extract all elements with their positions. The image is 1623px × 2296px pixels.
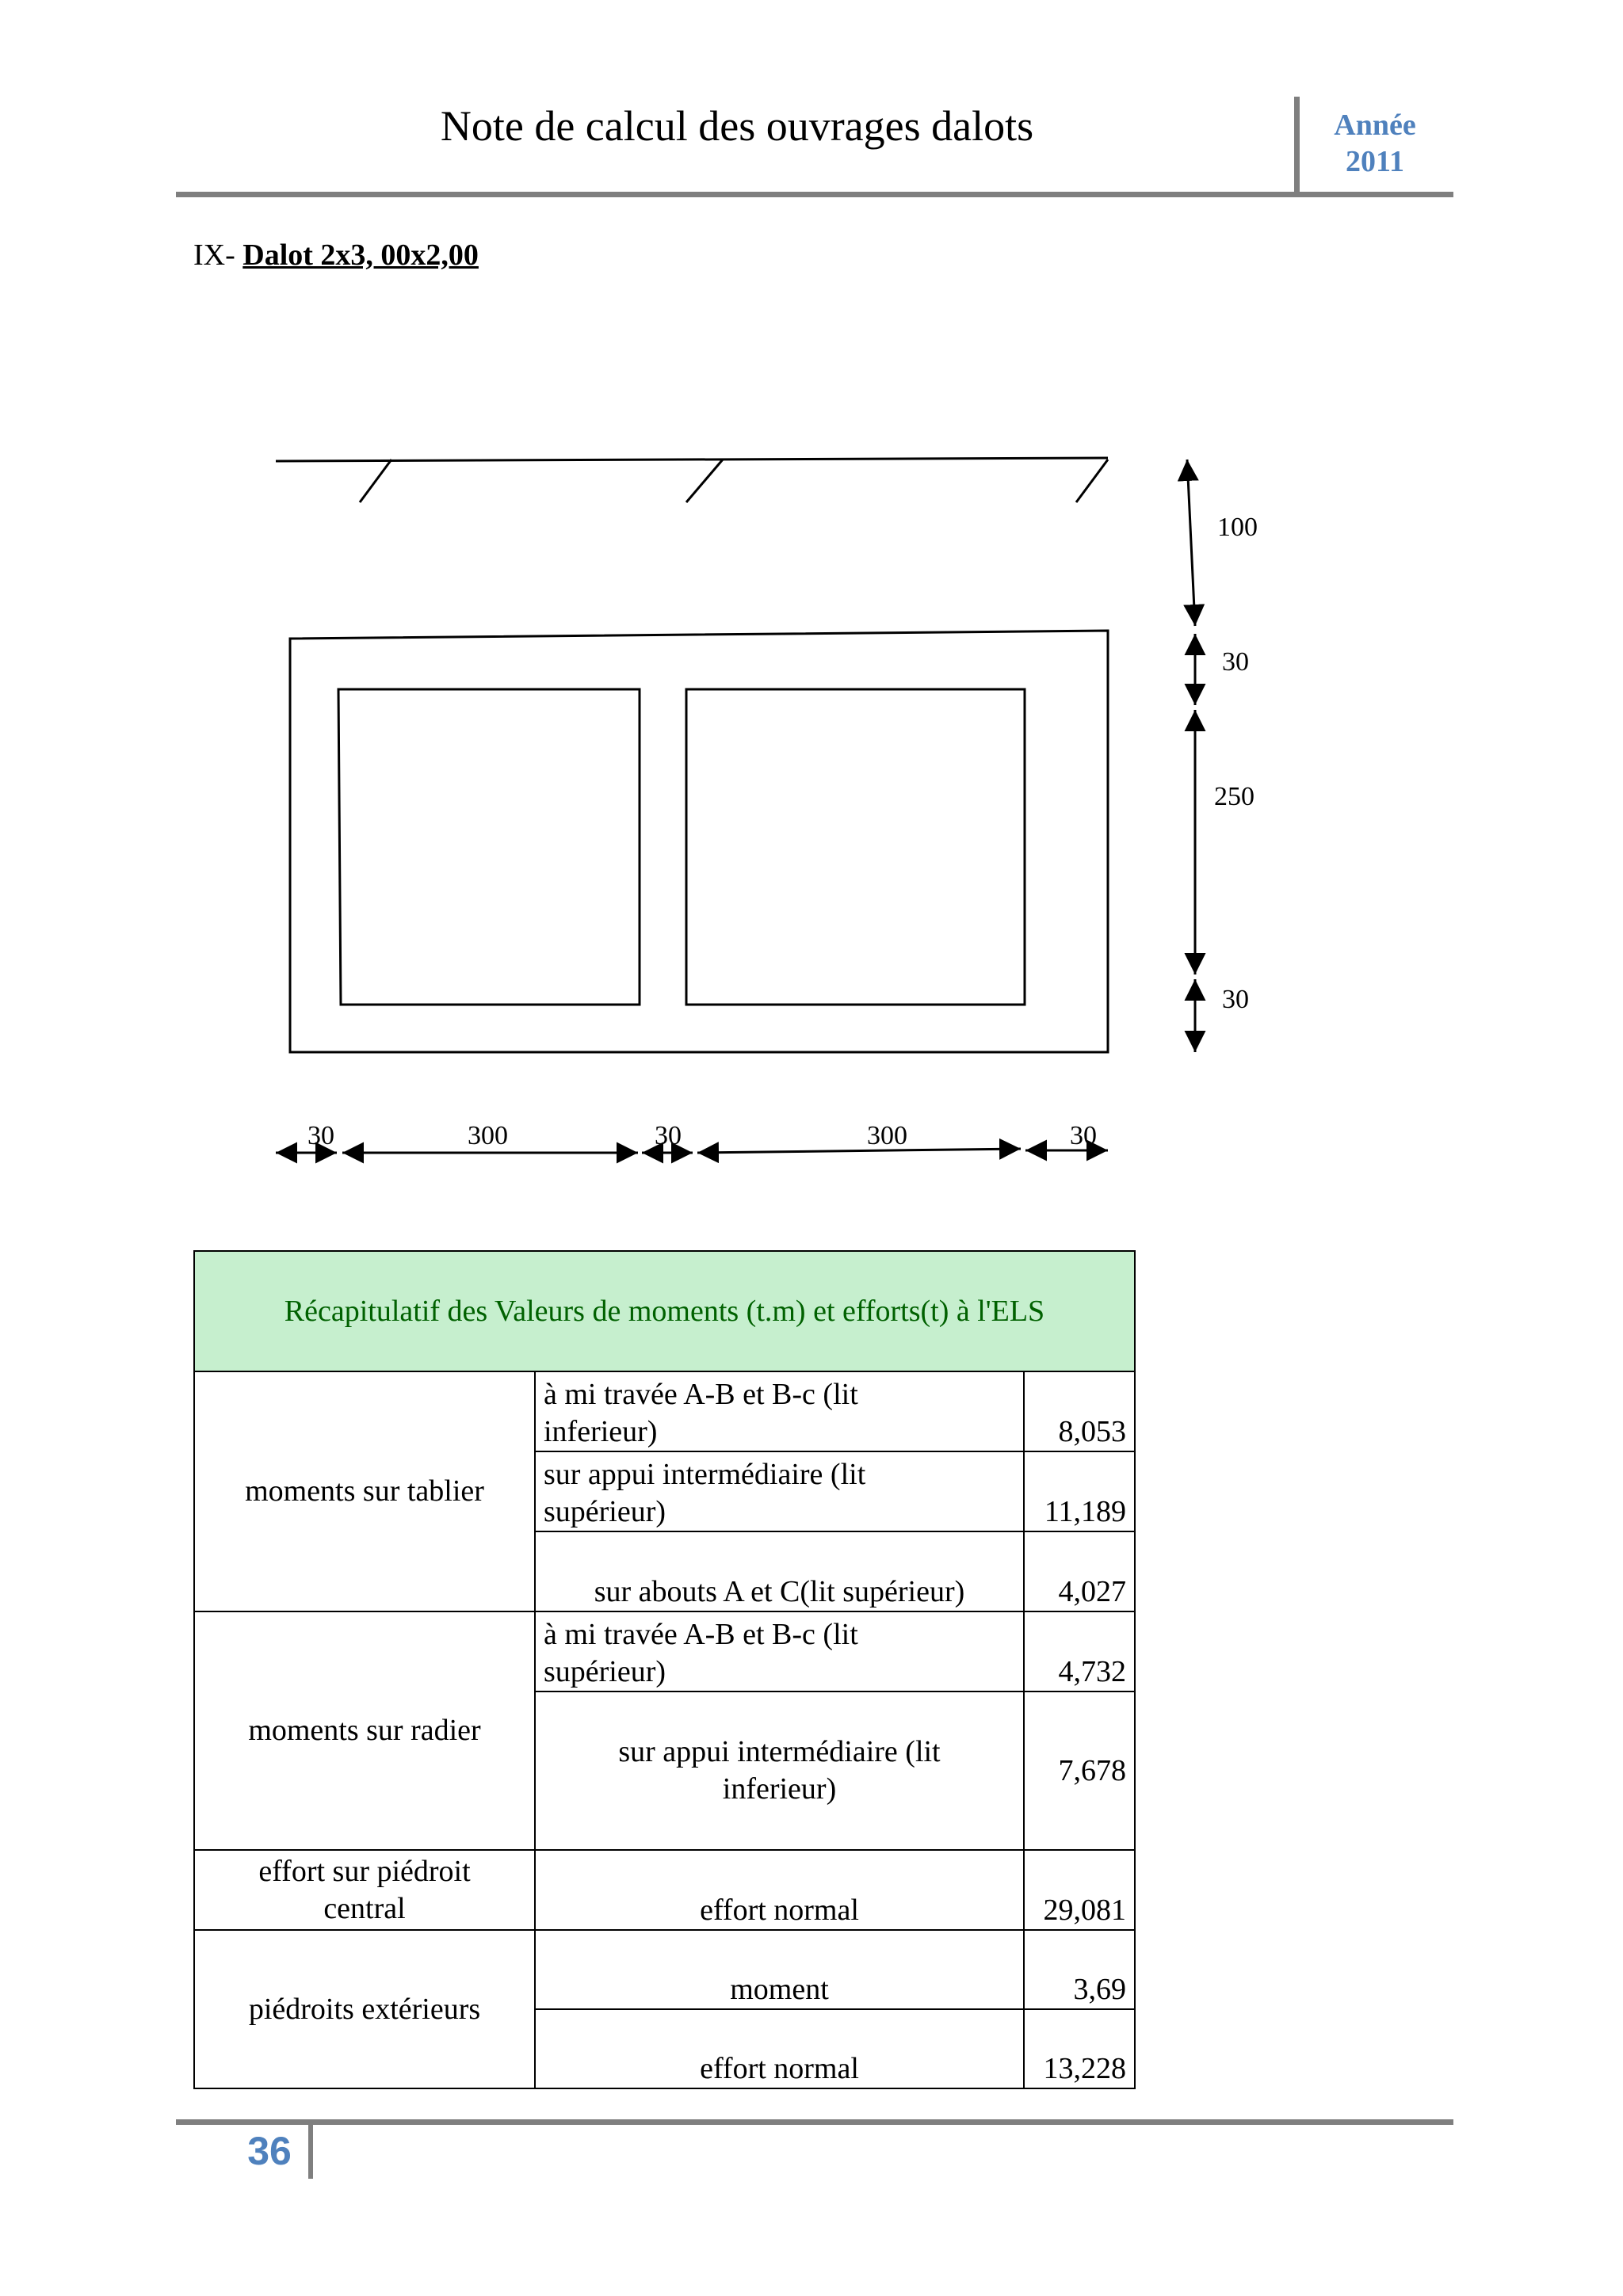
table-row (194, 1611, 1135, 1691)
row-value: 4,732 (1024, 1611, 1135, 1691)
group-label: piédroits extérieurs (194, 1930, 535, 2088)
table-row (194, 1850, 1135, 1930)
ground-hatch (686, 460, 723, 502)
dim-label-h30-3: 30 (1070, 1121, 1097, 1150)
row-description (535, 1691, 1024, 1850)
row-description-line: à mi travée A-B et B-c (lit (544, 1618, 858, 1651)
group-label-line: central (323, 1891, 406, 1925)
dim-label-h30-2: 30 (655, 1121, 682, 1150)
row-description (535, 1451, 1024, 1531)
ground-line (276, 458, 1108, 461)
row-description-line: supérieur) (544, 1655, 666, 1688)
year-value: 2011 (1346, 145, 1404, 178)
row-value: 29,081 (1024, 1850, 1135, 1930)
ground-hatch (360, 460, 391, 502)
row-description-line: inferieur) (544, 1415, 658, 1448)
group-label: moments sur radier (194, 1611, 535, 1850)
dim-label-h300-1: 300 (468, 1121, 508, 1150)
row-description (535, 1371, 1024, 1451)
table-caption: Récapitulatif des Valeurs de moments (t.m) et efforts(t) à l'ELS (194, 1251, 1135, 1371)
group-label (194, 1850, 535, 1930)
dim-label-30-bottom: 30 (1222, 985, 1249, 1014)
dim-line-100 (1187, 460, 1195, 626)
row-description: sur abouts A et C(lit supérieur) (535, 1531, 1024, 1611)
section-title: Dalot 2x3, 00x2,00 (242, 238, 479, 272)
table-row (194, 1930, 1135, 2009)
dim-label-250: 250 (1214, 782, 1254, 811)
document-title: Note de calcul des ouvrages dalots (440, 102, 1034, 150)
row-value: 11,189 (1024, 1451, 1135, 1531)
dim-label-h300-2: 300 (867, 1121, 907, 1150)
footer-divider (308, 2123, 313, 2179)
row-description-line: supérieur) (544, 1495, 666, 1528)
section-prefix: IX- (193, 238, 235, 272)
ground-hatch (1076, 460, 1108, 502)
row-value: 7,678 (1024, 1691, 1135, 1850)
page-number: 36 (247, 2129, 292, 2173)
dim-label-100: 100 (1217, 513, 1258, 542)
row-description: effort normal (535, 1850, 1024, 1930)
culvert-left-cell (338, 689, 640, 1005)
table-row (194, 1371, 1135, 1451)
row-value: 3,69 (1024, 1930, 1135, 2009)
dim-line-h300-2 (697, 1149, 1021, 1153)
row-description-line: inferieur) (722, 1772, 837, 1806)
row-value: 13,228 (1024, 2009, 1135, 2088)
row-description (535, 1611, 1024, 1691)
year-label: Année (1334, 109, 1416, 142)
row-description-line: sur appui intermédiaire (lit (618, 1735, 941, 1768)
culvert-right-cell (686, 689, 1025, 1005)
group-label: moments sur tablier (194, 1371, 535, 1611)
dim-label-30-top: 30 (1222, 647, 1249, 677)
row-description-line: sur appui intermédiaire (lit (544, 1458, 866, 1491)
group-label-line: effort sur piédroit (258, 1854, 471, 1888)
footer-rule (176, 2119, 1453, 2125)
culvert-outer-frame (290, 631, 1108, 1052)
recap-table (193, 1250, 1136, 2089)
row-value: 8,053 (1024, 1371, 1135, 1451)
row-value: 4,027 (1024, 1531, 1135, 1611)
row-description-line: à mi travée A-B et B-c (lit (544, 1378, 858, 1411)
row-description: effort normal (535, 2009, 1024, 2088)
dim-label-h30-1: 30 (307, 1121, 334, 1150)
row-description: moment (535, 1930, 1024, 2009)
